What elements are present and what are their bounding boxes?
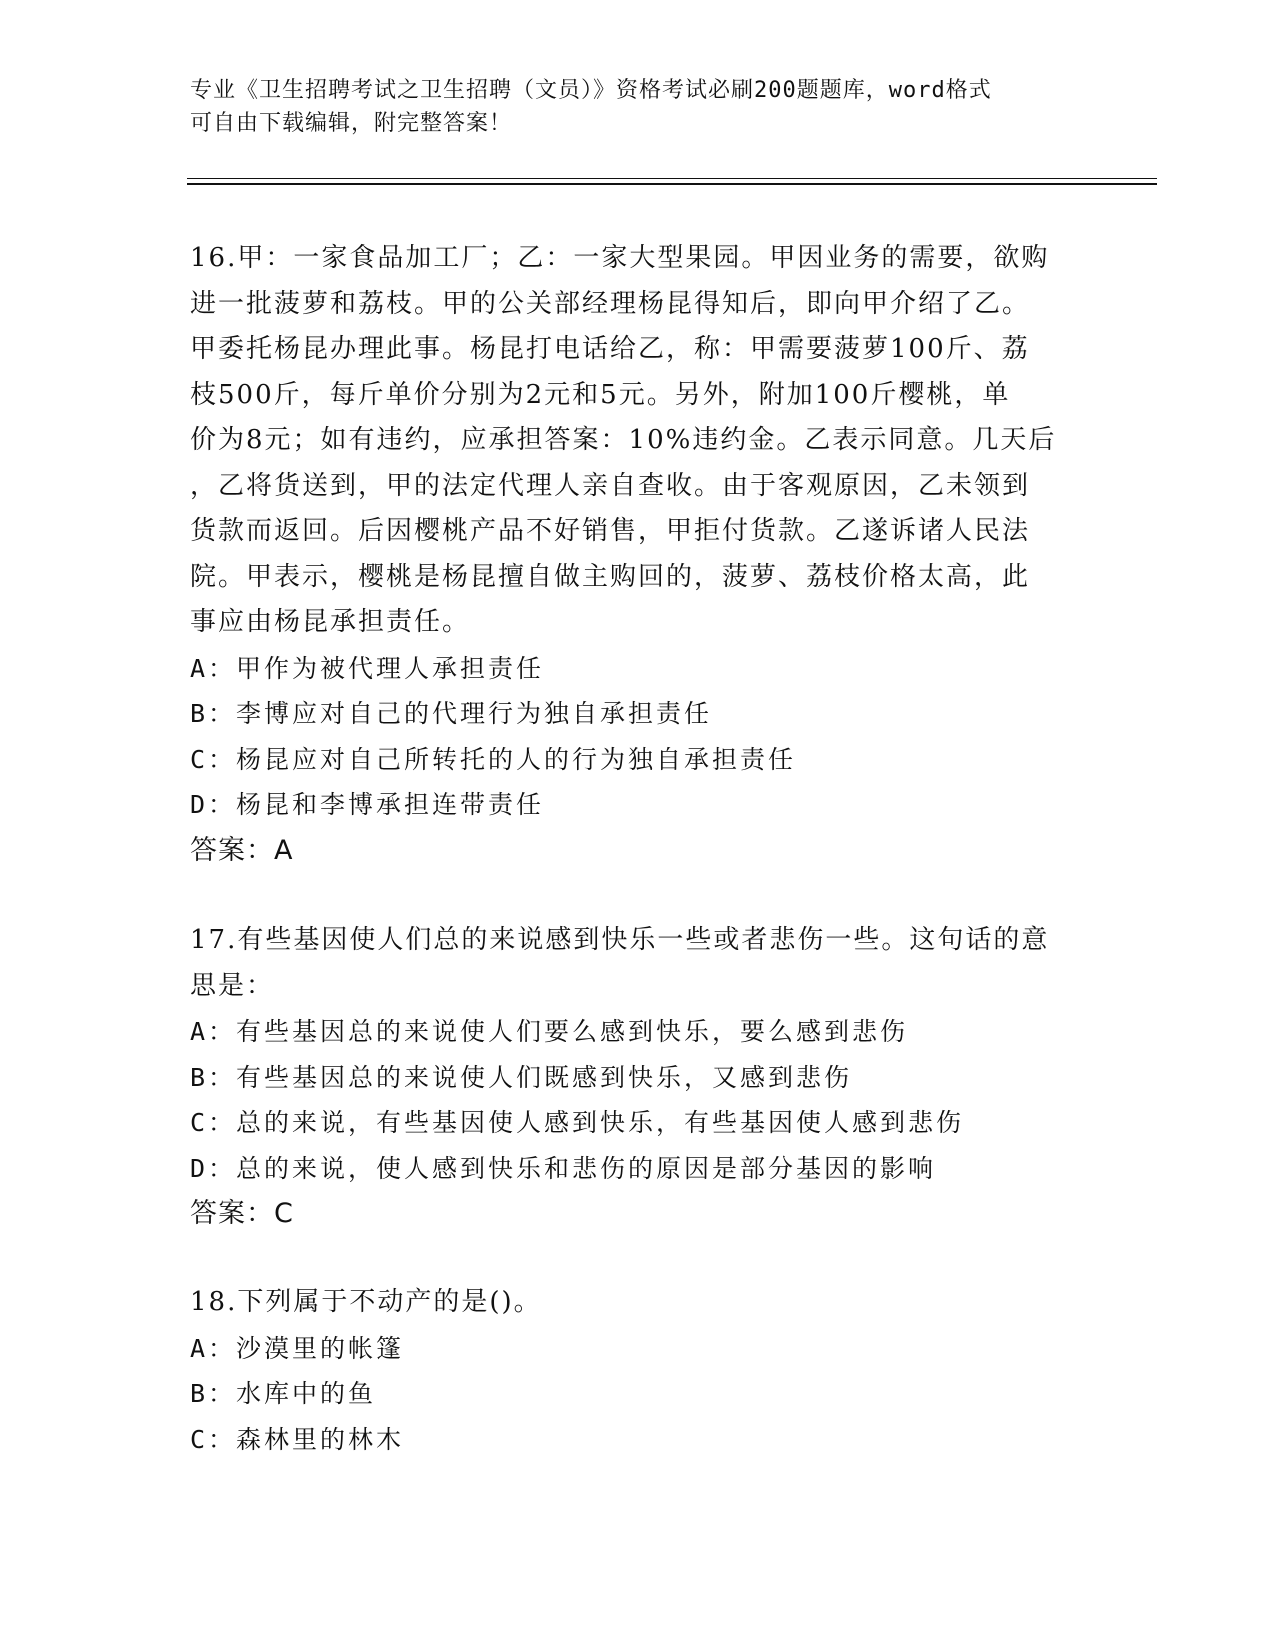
stem-line: 16.甲：一家食品加工厂；乙：一家大型果园。甲因业务的需要，欲购 <box>190 243 1050 273</box>
stem-line: 进一批菠萝和荔枝。甲的公关部经理杨昆得知后，即向甲介绍了乙。 <box>190 288 1031 319</box>
stem-line: 甲委托杨昆办理此事。杨昆打电话给乙，称：甲需要菠萝100斤、荔 <box>190 334 1030 364</box>
option-b: B：有些基因总的来说使人们既感到快乐，又感到悲伤 <box>190 1062 853 1092</box>
question-stem <box>190 918 1090 1009</box>
stem-line: 18.下列属于不动产的是()。 <box>190 1287 542 1317</box>
stem-line: 价为8元；如有违约，应承担答案：10%违约金。乙表示同意。几天后 <box>190 425 1057 455</box>
stem-line: 货款而返回。后因樱桃产品不好销售，甲拒付货款。乙遂诉诸人民法 <box>190 516 1031 546</box>
option-c: C：杨昆应对自己所转托的人的行为独自承担责任 <box>190 744 797 774</box>
stem-line: 枝500斤，每斤单价分别为2元和5元。另外，附加100斤樱桃，单 <box>190 379 1011 410</box>
header-divider-thin <box>187 178 1157 179</box>
stem-line: ，乙将货送到，甲的法定代理人亲自查收。由于客观原因，乙未领到 <box>190 470 1031 501</box>
option-d: D：杨昆和李博承担连带责任 <box>190 790 545 819</box>
option-c: C：森林里的林木 <box>190 1424 405 1454</box>
stem-line: 17.有些基因使人们总的来说感到快乐一些或者悲伤一些。这句话的意 <box>190 925 1050 955</box>
option-a: A：甲作为被代理人承担责任 <box>190 653 545 683</box>
option-a: A：有些基因总的来说使人们要么感到快乐，要么感到悲伤 <box>190 1017 909 1046</box>
header-line-2: 可自由下载编辑，附完整答案！ <box>190 111 513 136</box>
answer: 答案：A <box>190 834 294 866</box>
stem-line: 事应由杨昆承担责任。 <box>190 607 471 637</box>
option-c: C：总的来说，有些基因使人感到快乐，有些基因使人感到悲伤 <box>190 1108 965 1137</box>
option-b: B：水库中的鱼 <box>190 1379 377 1408</box>
question-17 <box>190 918 1090 1237</box>
header-divider-thick <box>187 183 1157 185</box>
answer: 答案：C <box>190 1198 294 1229</box>
document-header <box>190 74 1090 140</box>
stem-line: 思是： <box>190 970 275 1001</box>
header-line-1: 专业《卫生招聘考试之卫生招聘（文员）》资格考试必刷200题题库，word格式 <box>190 78 992 103</box>
question-18 <box>190 1280 1090 1462</box>
option-b: B：李博应对自己的代理行为独自承担责任 <box>190 699 713 728</box>
option-d: D：总的来说，使人感到快乐和悲伤的原因是部分基因的影响 <box>190 1153 937 1183</box>
stem-line: 院。甲表示，樱桃是杨昆擅自做主购回的，菠萝、荔枝价格太高，此 <box>190 561 1031 592</box>
question-16 <box>190 236 1090 873</box>
question-stem <box>190 236 1090 646</box>
question-stem <box>190 1280 1090 1326</box>
option-a: A：沙漠里的帐篷 <box>190 1333 405 1363</box>
